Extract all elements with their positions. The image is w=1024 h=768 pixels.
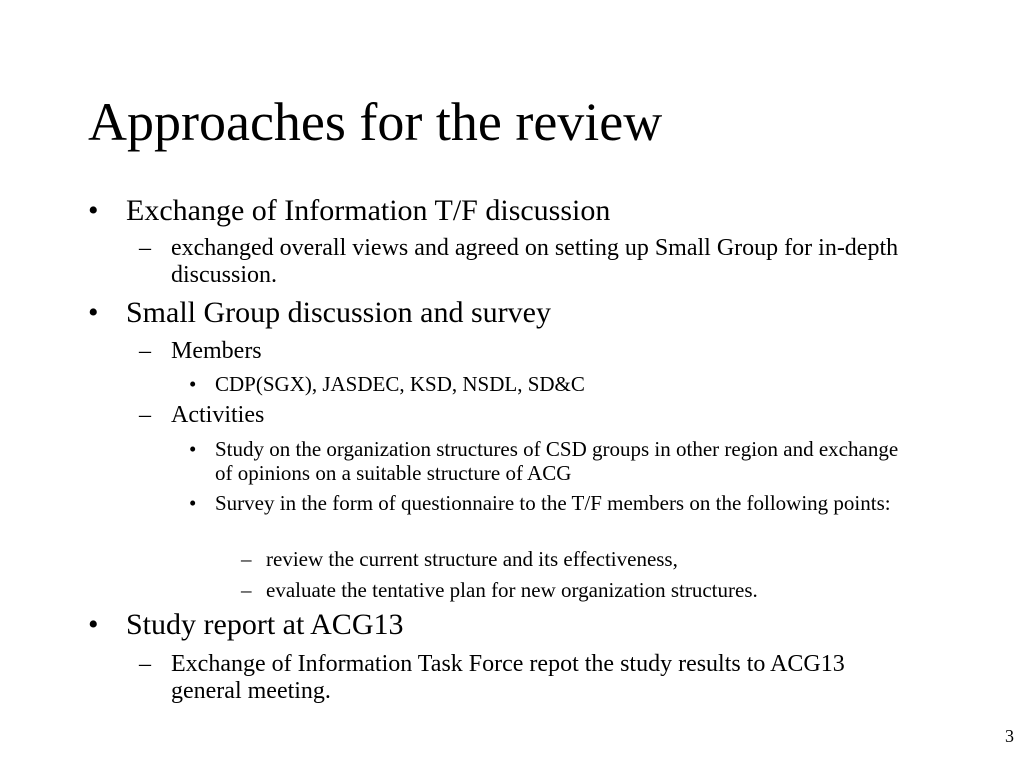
bullet-marker: •	[88, 296, 99, 329]
sub-sub-item-text: Survey in the form of questionnaire to the T/F members on the following points:	[215, 491, 891, 515]
bullet-marker: •	[189, 491, 197, 515]
sub-item-exchanged-views	[139, 235, 946, 289]
sub-item-text: Exchange of Information Task Force repot the study results to ACG13 general meeting.	[171, 651, 845, 704]
dash-marker: –	[139, 651, 151, 677]
survey-point-text: evaluate the tentative plan for new organization structures.	[266, 578, 758, 602]
dash-marker: –	[139, 402, 151, 428]
bullet-marker: •	[88, 608, 99, 641]
sub-sub-item-survey	[189, 491, 915, 515]
dash-marker: –	[241, 578, 252, 602]
dash-marker: –	[139, 235, 151, 261]
dash-marker: –	[139, 338, 151, 364]
survey-point-text: review the current structure and its effectiveness,	[266, 547, 678, 571]
dash-marker: –	[241, 547, 252, 571]
bullet-marker: •	[189, 437, 197, 461]
sub-item-text: Activities	[171, 402, 265, 428]
sub-sub-item-member-list	[189, 372, 915, 396]
sub-item-text: Members	[171, 338, 262, 364]
sub-item-members	[139, 338, 946, 365]
survey-point-review	[241, 547, 946, 571]
sub-sub-item-text: CDP(SGX), JASDEC, KSD, NSDL, SD&C	[215, 372, 585, 396]
sub-item-activities	[139, 402, 946, 429]
bullet-text: Exchange of Information T/F discussion	[126, 194, 611, 227]
sub-sub-item-study	[189, 437, 915, 485]
bullet-text: Study report at ACG13	[126, 608, 404, 641]
bullet-text: Small Group discussion and survey	[126, 296, 551, 329]
bullet-marker: •	[88, 194, 99, 227]
page-number: 3	[1005, 726, 1014, 746]
bullet-small-group	[88, 296, 986, 329]
slide-title: Approaches for the review	[88, 92, 663, 152]
sub-sub-item-text: Study on the organization structures of CSD groups in other region and exchange of opinions on a suitable structure of ACG	[215, 437, 899, 485]
sub-item-text: exchanged overall views and agreed on setting up Small Group for in-depth discussion.	[171, 235, 899, 288]
survey-point-evaluate	[241, 578, 946, 602]
bullet-marker: •	[189, 372, 197, 396]
sub-item-task-force-report	[139, 651, 911, 705]
bullet-study-report	[88, 608, 986, 641]
bullet-exchange-of-information	[88, 194, 986, 227]
